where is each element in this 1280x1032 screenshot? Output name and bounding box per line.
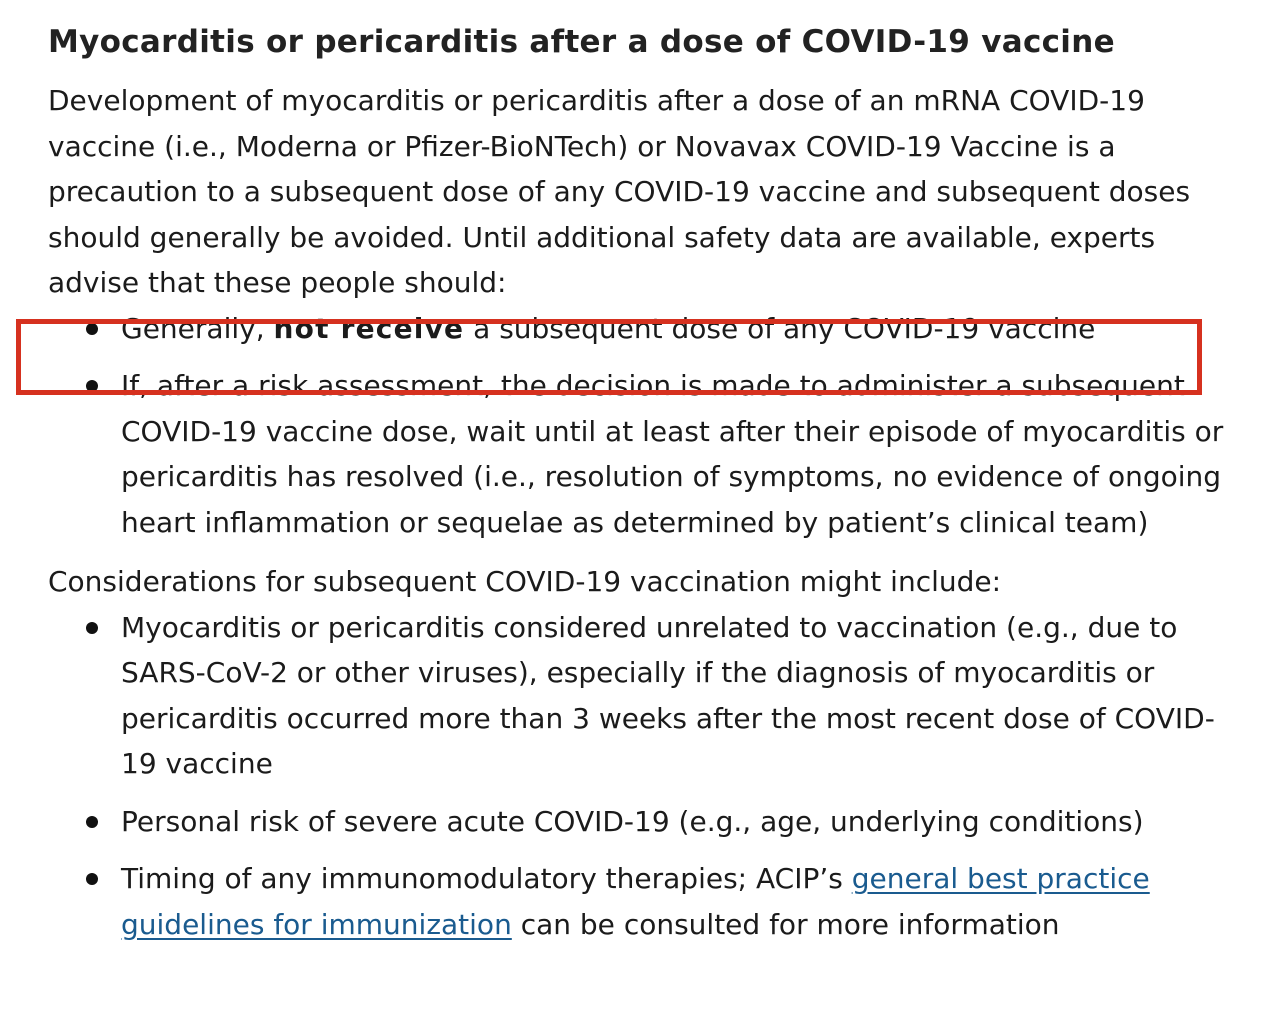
advice-item-suffix: a subsequent dose of any COVID-19 vaccine: [464, 311, 1096, 345]
bullet-dot-icon: [86, 380, 98, 392]
section-title: Myocarditis or pericarditis after a dose of COVID-19 vaccine: [48, 24, 1115, 60]
list-item: [48, 799, 1248, 845]
bullet-dot-icon: [86, 816, 98, 828]
considerations-list: [48, 605, 1248, 948]
list-item: [48, 856, 1248, 947]
bullet-dot-icon: [86, 323, 98, 335]
bullet-dot-icon: [86, 873, 98, 885]
advice-item-prefix: Generally,: [121, 311, 274, 345]
consideration-text: Personal risk of severe acute COVID-19 (e.g., age, underlying conditions): [121, 804, 1144, 838]
consideration-text: Myocarditis or pericarditis considered unrelated to vaccination (e.g., due to SARS-CoV-2 or other viruses), especially if the diagnosis of myocarditis or pericarditis occurred more than 3 weeks after the most recent dose of COVID-19 vaccine: [121, 610, 1215, 780]
advice-item-text: If, after a risk assessment, the decision is made to administer a subsequent COVID-19 vaccine dose, wait until at least after their episode of myocarditis or pericarditis has resolved (i.e., resolution of symptoms, no evidence of ongoing heart inflammation or sequelae as determined by patient’s clinical team): [121, 369, 1224, 539]
consideration-suffix: can be consulted for more information: [511, 907, 1060, 941]
considerations-heading: Considerations for subsequent COVID-19 vaccination might include:: [48, 565, 1002, 598]
list-item: [48, 605, 1248, 787]
article-section: [48, 20, 1248, 947]
best-practice-guidelines-link[interactable]: general best practice guidelines for immunization: [121, 862, 1150, 941]
bullet-dot-icon: [86, 622, 98, 634]
list-item: [48, 306, 1248, 352]
advice-list: [48, 306, 1248, 546]
list-item: [48, 363, 1248, 545]
consideration-prefix: Timing of any immunomodulatory therapies; ACIP’s: [121, 862, 852, 895]
advice-item-emphasis: not receive: [273, 311, 465, 345]
intro-paragraph: Development of myocarditis or pericarditis after a dose of an mRNA COVID-19 vaccine (i.e., Moderna or Pfizer-BioNTech) or Novavax COVID-19 Vaccine is a precaution to a subsequent dose of any COVID-19 vaccine and subsequent doses should generally be avoided. Until additional safety data are available, experts advise that these people should:: [48, 84, 1191, 299]
